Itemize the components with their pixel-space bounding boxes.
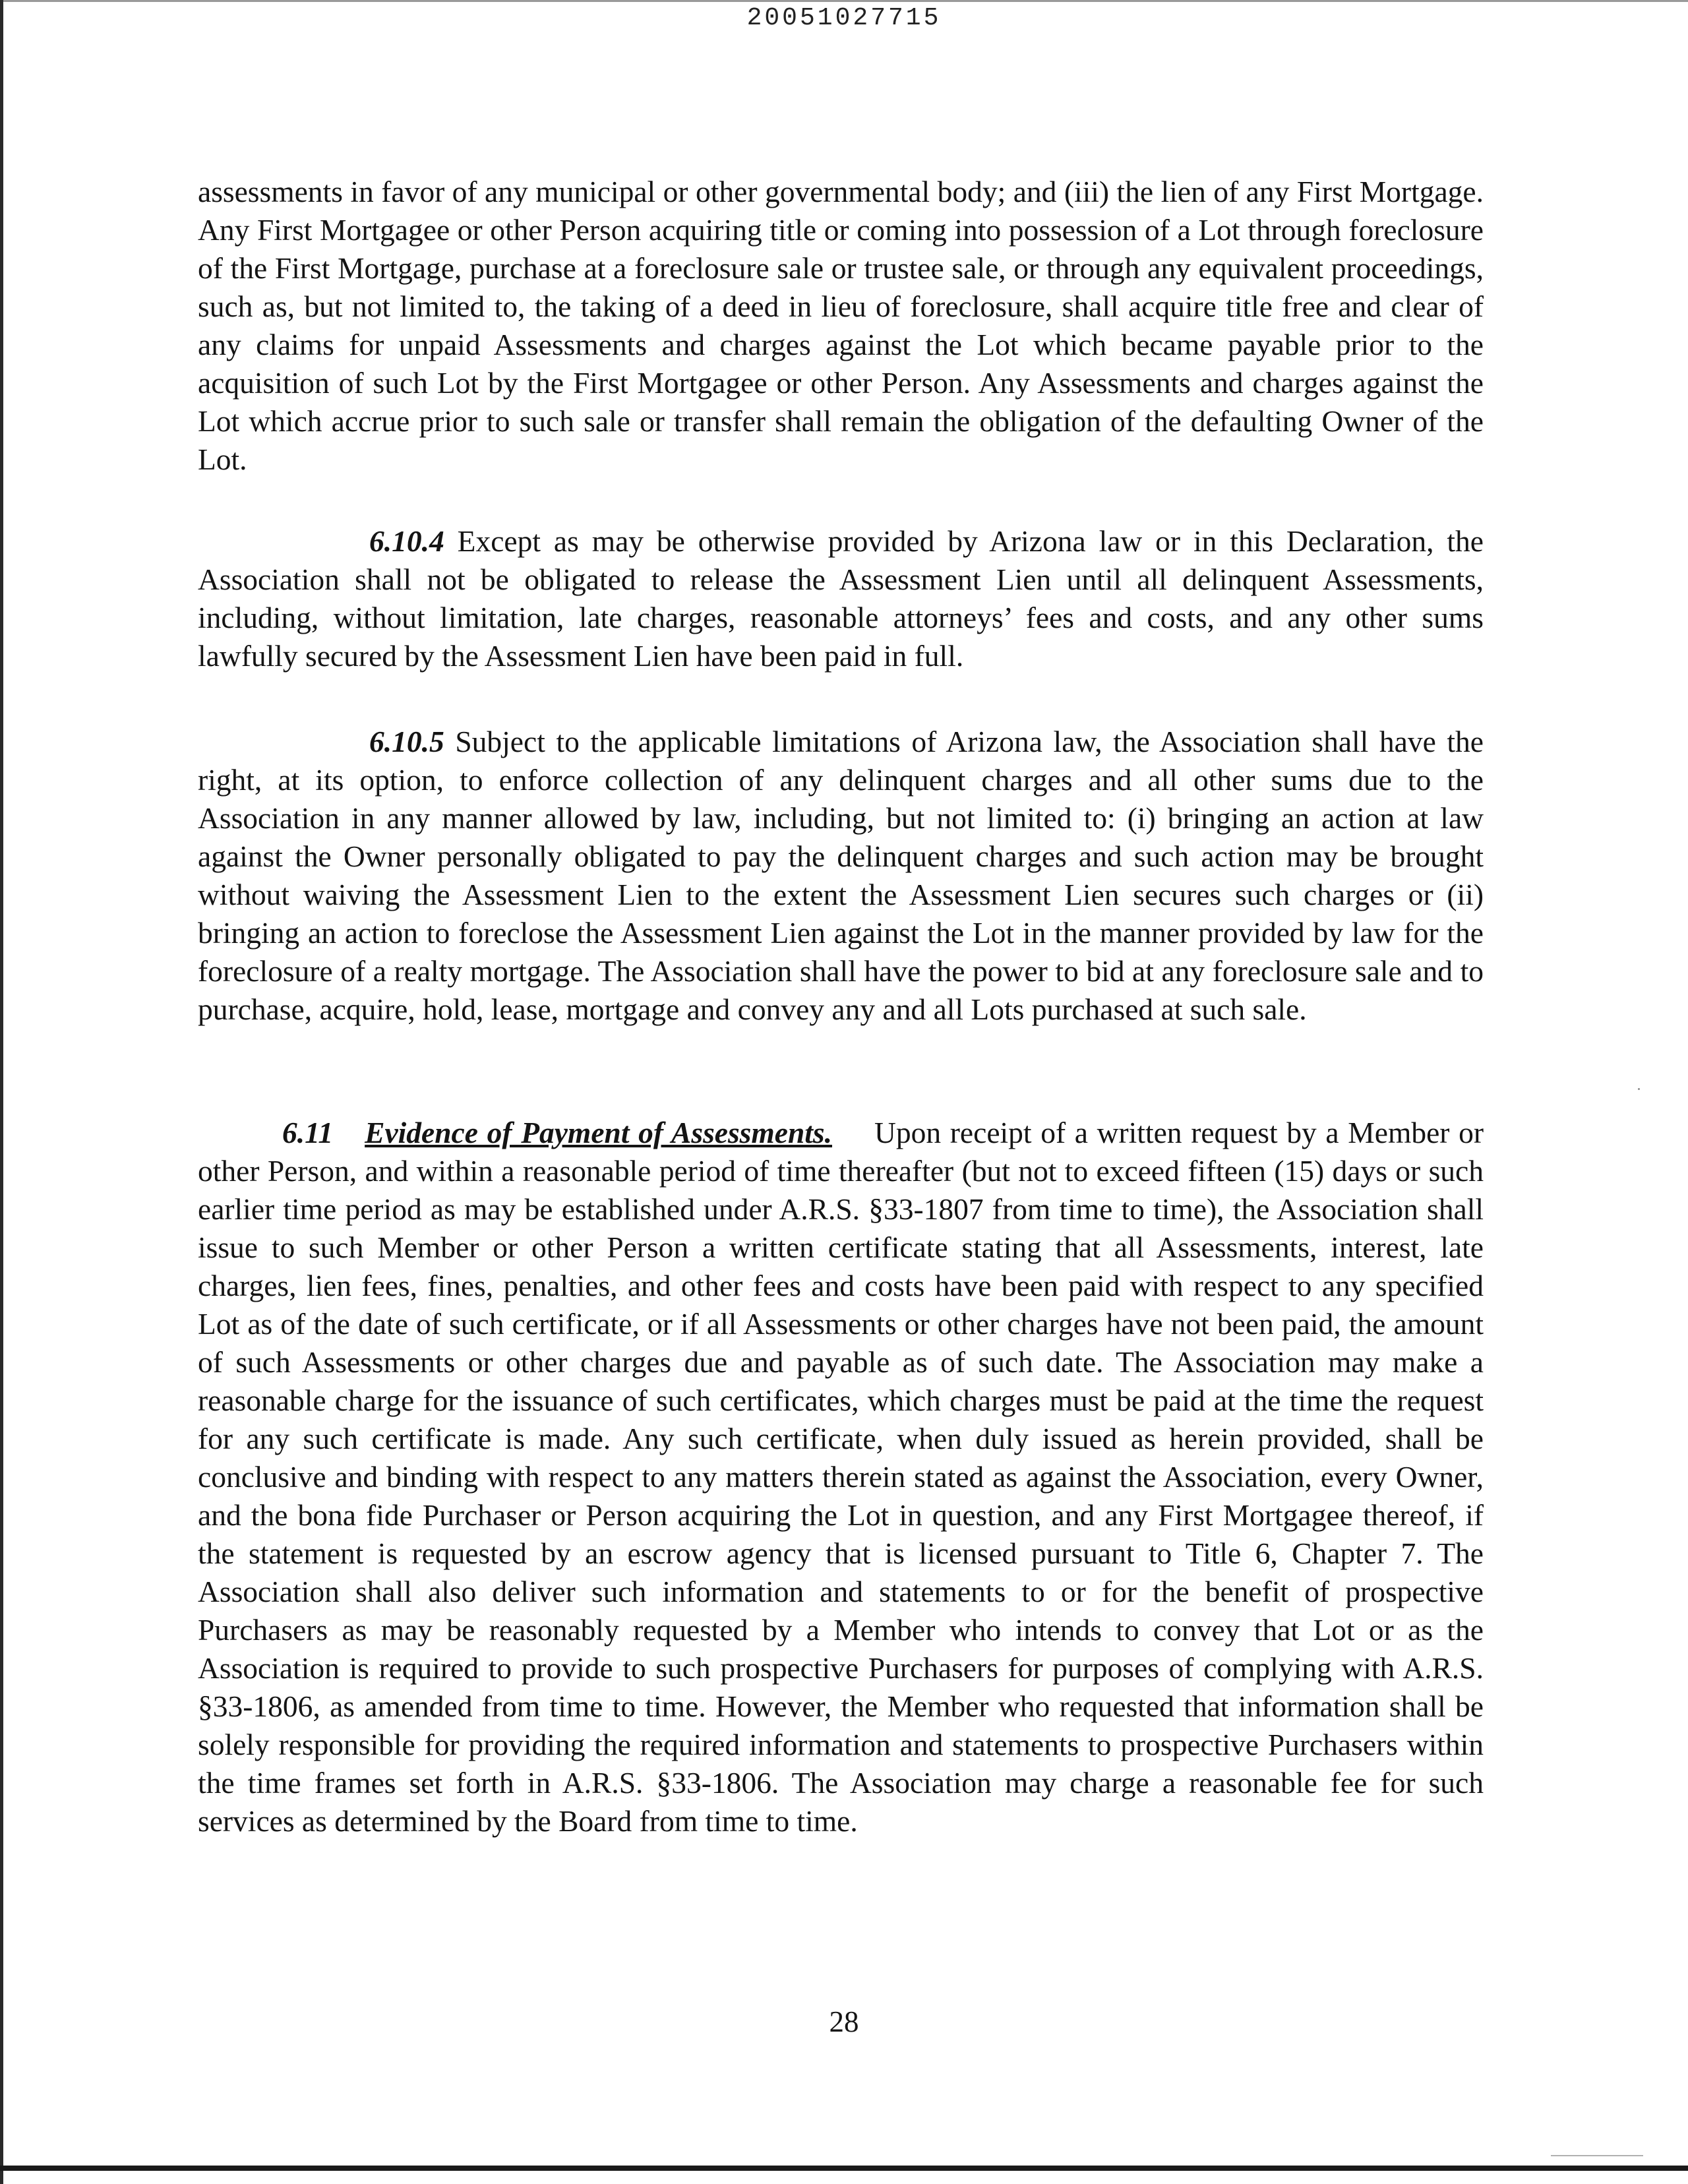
section-number: 6.11: [282, 1116, 334, 1149]
paragraph-6-10-5: [198, 723, 1484, 1029]
document-recording-number: 20051027715: [746, 4, 942, 32]
scan-dash-mark: [1551, 2155, 1643, 2156]
paragraph-text: Upon receipt of a written request by a Member or other Person, and within a reasonable period of time thereafter (but not to exceed fifteen (15) days or such earlier time period as may be established under A.R.S. §33-1807 from time to time), the Association shall issue to such Member or other Person a written certificate stating that all Assessments, interest, late charges, lien fees, fines, penalties, and other fees and costs have been paid with respect to any specified Lot as of the date of such certificate, or if all Assessments or other charges have not been paid, the amount of such Assessments or other charges due and payable as of such date. The Association may make a reasonable charge for the issuance of such certificates, which charges must be paid at the time the request for any such certificate is made. Any such certificate, when duly issued as herein provided, shall be conclusive and binding with respect to any matters therein stated as against the Association, every Owner, and the bona fide Purchaser or Person acquiring the Lot in question, and any First Mortgagee thereof, if the statement is requested by an escrow agency that is licensed pursuant to Title 6, Chapter 7. The Association shall also deliver such information and statements to or for the benefit of prospective Purchasers as may be reasonably requested by a Member who intends to convey that Lot or as the Association is required to provide to such prospective Purchasers for purposes of complying with A.R.S. §33-1806, as amended from time to time. However, the Member who requested that information shall be solely responsible for providing the required information and statements to prospective Purchasers within the time frames set forth in A.R.S. §33-1806. The Association may charge a reasonable fee for such services as determined by the Board from time to time.: [198, 1116, 1484, 1838]
scan-top-edge: [0, 0, 1688, 2]
scan-speck: [1638, 1088, 1640, 1090]
paragraph-6-10-3-continued: [198, 173, 1484, 479]
paragraph-6-11: [198, 1114, 1484, 1840]
paragraph-text: assessments in favor of any municipal or other governmental body; and (iii) the lien of any First Mortgage. Any First Mortgagee or other Person acquiring title or coming into possession of a Lot through foreclosure of the First Mortgage, purchase at a foreclosure sale or trustee sale, or through any equivalent proceedings, such as, but not limited to, the taking of a deed in lieu of foreclosure, shall acquire title free and clear of any claims for unpaid Assessments and charges against the Lot which became payable prior to the acquisition of such Lot by the First Mortgagee or other Person. Any Assessments and charges against the Lot which accrue prior to such sale or transfer shall remain the obligation of the defaulting Owner of the Lot.: [198, 175, 1484, 476]
scan-bottom-edge: [0, 2166, 1688, 2171]
paragraph-6-10-4: [198, 522, 1484, 675]
paragraph-text: Subject to the applicable limitations of Arizona law, the Association shall have the right, at its option, to enforce collection of any delinquent charges and all other sums due to the Association in any manner allowed by law, including, but not limited to: (i) bringing an action at law against the Owner personally obligated to pay the delinquent charges and such action may be brought without waiving the Assessment Lien to the extent the Assessment Lien secures such charges or (ii) bringing an action to foreclose the Assessment Lien against the Lot in the manner provided by law for the foreclosure of a realty mortgage. The Association shall have the power to bid at any foreclosure sale and to purchase, acquire, hold, lease, mortgage and convey any and all Lots purchased at such sale.: [198, 725, 1484, 1026]
page-number: 28: [829, 2005, 859, 2038]
section-heading: Evidence of Payment of Assessments.: [365, 1116, 832, 1149]
section-number: 6.10.5: [369, 725, 444, 758]
paragraph-text: Except as may be otherwise provided by Arizona law or in this Declaration, the Association shall not be obligated to release the Assessment Lien until all delinquent Assessments, including, without limitation, late charges, reasonable attorneys’ fees and costs, and any other sums lawfully secured by the Assessment Lien have been paid in full.: [198, 524, 1484, 673]
scan-left-border: [0, 0, 3, 2184]
section-number: 6.10.4: [369, 524, 444, 558]
